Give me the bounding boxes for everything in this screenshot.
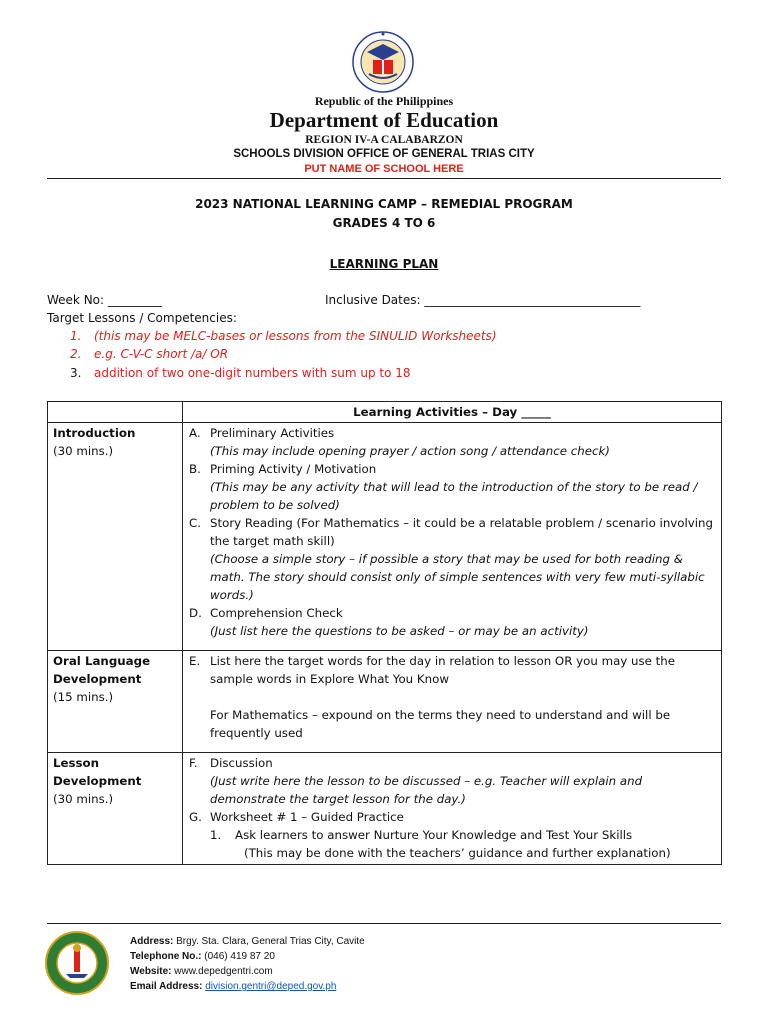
competency-item — [70, 347, 228, 361]
activity-item — [189, 460, 715, 514]
website-label: Website: — [130, 966, 172, 977]
division-seal-icon — [44, 930, 110, 996]
phase-cell-lesson-development — [48, 753, 183, 865]
phase-duration: (30 mins.) — [53, 792, 114, 806]
competency-number: 2. — [70, 347, 82, 361]
activity-title: List here the target words for the day in relation to lesson OR you may use the sample words in Explore What You Know — [210, 654, 676, 686]
activity-note: (This may include opening prayer / action song / attendance check) — [210, 444, 610, 458]
competency-text: (this may be MELC-bases or lessons from the SINULID Worksheets) — [94, 329, 497, 343]
competency-number: 3. — [70, 366, 82, 380]
division-label: SCHOOLS DIVISION OFFICE OF GENERAL TRIAS CITY — [233, 148, 535, 160]
learning-activities-header: Learning Activities – Day _____ — [183, 402, 722, 423]
email-label: Email Address: — [130, 981, 203, 992]
subitem-note: (This may be done with the teachers’ guidance and further explanation) — [244, 846, 671, 860]
competency-number: 1. — [70, 329, 82, 343]
address-label: Address: — [130, 936, 174, 947]
phase-cell-oral-language — [48, 651, 183, 753]
activity-item — [189, 424, 715, 460]
phase-name: Development — [53, 774, 142, 788]
school-name-placeholder: PUT NAME OF SCHOOL HERE — [304, 163, 464, 175]
target-lessons-label: Target Lessons / Competencies: — [47, 311, 237, 325]
activity-letter: A. — [189, 426, 201, 440]
phase-name: Lesson — [53, 756, 100, 770]
empty-header-cell — [48, 402, 183, 423]
grades-label: GRADES 4 TO 6 — [332, 216, 436, 230]
subitem-text: Ask learners to answer Nurture Your Knowledge and Test Your Skills — [235, 828, 633, 842]
address-value: Brgy. Sta. Clara, General Trias City, Cavite — [176, 936, 365, 947]
phase-name: Development — [53, 672, 142, 686]
footer-address — [130, 936, 365, 947]
activity-letter: D. — [189, 606, 202, 620]
activity-title: Story Reading (For Mathematics – it could be a relatable problem / scenario involving the target math skill) — [210, 516, 713, 548]
competency-item — [70, 329, 497, 343]
email-link[interactable]: division.gentri@deped.gov.ph — [205, 981, 337, 992]
table-row — [48, 753, 722, 865]
activity-title: Discussion — [210, 756, 273, 770]
activity-letter: G. — [189, 810, 202, 824]
activity-title: Comprehension Check — [210, 606, 343, 620]
activity-note: (Choose a simple story – if possible a story that may be used for both reading & math. The story should consist only of simple sentences with very few muti-syllabic words.) — [210, 552, 705, 602]
activity-text: For Mathematics – expound on the terms they need to understand and will be frequently used — [210, 708, 671, 740]
phase-duration: (30 mins.) — [53, 444, 114, 458]
activity-cell-introduction — [183, 423, 722, 651]
footer-website — [130, 966, 273, 977]
website-value: www.depedgentri.com — [174, 966, 273, 977]
republic-label: Republic of the Philippines — [314, 94, 454, 108]
phase-duration: (15 mins.) — [53, 690, 114, 704]
activity-cell-lesson-development — [183, 753, 722, 865]
activity-letter: C. — [189, 516, 201, 530]
competency-item — [70, 366, 411, 380]
footer-email — [130, 981, 336, 992]
activity-item — [189, 754, 715, 808]
activity-item — [189, 808, 715, 826]
week-no-field[interactable]: Week No: _________ — [47, 293, 162, 307]
phase-name: Introduction — [53, 426, 136, 440]
activity-letter: B. — [189, 462, 201, 476]
activity-item — [189, 652, 715, 742]
activity-note: (This may be any activity that will lead to the introduction of the story to be read / problem to be solved) — [210, 480, 698, 512]
learning-plan-table — [47, 401, 722, 865]
phase-name: Oral Language — [53, 654, 151, 668]
subitem-number: 1. — [210, 828, 222, 842]
activity-item — [189, 604, 715, 640]
header-divider — [47, 178, 721, 179]
competency-text: e.g. C-V-C short /a/ OR — [94, 347, 229, 361]
competency-text: addition of two one-digit numbers with sum up to 18 — [94, 366, 411, 380]
activity-item — [189, 514, 715, 604]
phone-value: (046) 419 87 20 — [204, 951, 275, 962]
activity-note: (Just write here the lesson to be discussed – e.g. Teacher will explain and demonstrate the target lesson for the day.) — [210, 774, 643, 806]
footer-divider — [47, 923, 721, 924]
phase-cell-introduction — [48, 423, 183, 651]
learning-plan-heading: LEARNING PLAN — [329, 257, 439, 271]
department-title: Department of Education — [269, 108, 499, 132]
activity-title: Priming Activity / Motivation — [210, 462, 377, 476]
phone-label: Telephone No.: — [130, 951, 202, 962]
table-row — [48, 651, 722, 753]
activity-letter: E. — [189, 654, 201, 668]
footer-phone — [130, 951, 275, 962]
program-title: 2023 NATIONAL LEARNING CAMP – REMEDIAL PROGRAM — [195, 197, 573, 211]
deped-seal-icon — [343, 30, 423, 94]
inclusive-dates-field[interactable]: Inclusive Dates: ____________________________________ — [325, 293, 641, 307]
activity-cell-oral-language — [183, 651, 722, 753]
table-header-row — [48, 402, 722, 423]
activity-letter: F. — [189, 756, 198, 770]
activity-title: Worksheet # 1 – Guided Practice — [210, 810, 404, 824]
region-label: REGION IV-A CALABARZON — [305, 134, 463, 146]
activity-title: Preliminary Activities — [210, 426, 335, 440]
activity-note: (Just list here the questions to be asked – or may be an activity) — [210, 624, 589, 638]
activity-subitem — [189, 826, 715, 862]
table-row — [48, 423, 722, 651]
